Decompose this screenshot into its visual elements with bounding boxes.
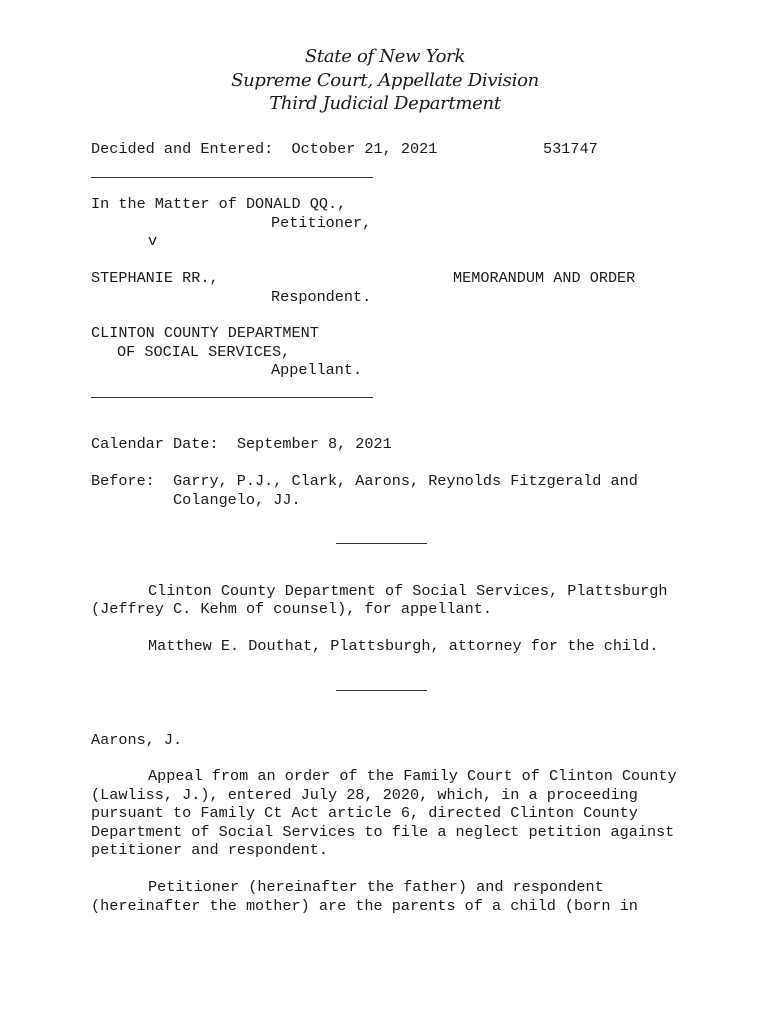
counsel-appellant-line-1: Clinton County Department of Social Services, Plattsburgh	[148, 582, 668, 600]
section-divider-1	[336, 543, 427, 544]
counsel-child-attorney: Matthew E. Douthat, Plattsburgh, attorney for the child.	[148, 637, 659, 655]
opinion-paragraph-1-line-3: pursuant to Family Ct Act article 6, directed Clinton County	[91, 804, 638, 822]
decided-entered-date: Decided and Entered: October 21, 2021	[91, 140, 438, 158]
opinion-paragraph-1-line-4: Department of Social Services to file a neglect petition against	[91, 823, 675, 841]
opinion-paragraph-2-line-1: Petitioner (hereinafter the father) and respondent	[148, 878, 604, 896]
before-label: Before:	[91, 472, 155, 490]
caption-respondent-name: STEPHANIE RR.,	[91, 269, 219, 287]
caption-order-type: MEMORANDUM AND ORDER	[453, 269, 636, 287]
opinion-paragraph-1-line-1: Appeal from an order of the Family Court of Clinton County	[148, 767, 677, 785]
calendar-date: Calendar Date: September 8, 2021	[91, 435, 392, 453]
counsel-appellant-line-2: (Jeffrey C. Kehm of counsel), for appellant.	[91, 600, 493, 618]
caption-appellant-name-1: CLINTON COUNTY DEPARTMENT	[91, 324, 319, 342]
opinion-paragraph-1-line-5: petitioner and respondent.	[91, 841, 328, 859]
opinion-paragraph-1-line-2: (Lawliss, J.), entered July 28, 2020, which, in a proceeding	[91, 786, 638, 804]
caption-appellant-name-2: OF SOCIAL SERVICES,	[117, 343, 291, 361]
opinion-paragraph-2-line-2: (hereinafter the mother) are the parents of a child (born in	[91, 897, 638, 915]
caption-appellant-role: Appellant.	[271, 361, 363, 379]
court-state-title: State of New York	[304, 46, 466, 67]
caption-respondent-role: Respondent.	[271, 288, 372, 306]
before-justices-line-2: Colangelo, JJ.	[173, 491, 301, 509]
section-divider-2	[336, 690, 427, 691]
caption-matter-line: In the Matter of DONALD QQ.,	[91, 195, 347, 213]
caption-petitioner-role: Petitioner,	[271, 214, 372, 232]
opinion-author: Aarons, J.	[91, 731, 183, 749]
caption-bottom-rule	[91, 397, 373, 398]
court-name-title: Supreme Court, Appellate Division	[231, 70, 539, 91]
court-department-title: Third Judicial Department	[269, 93, 501, 114]
docket-number: 531747	[543, 140, 598, 158]
caption-top-rule	[91, 177, 373, 178]
before-justices-line-1: Garry, P.J., Clark, Aarons, Reynolds Fitzgerald and	[173, 472, 638, 490]
caption-versus: v	[148, 232, 158, 250]
